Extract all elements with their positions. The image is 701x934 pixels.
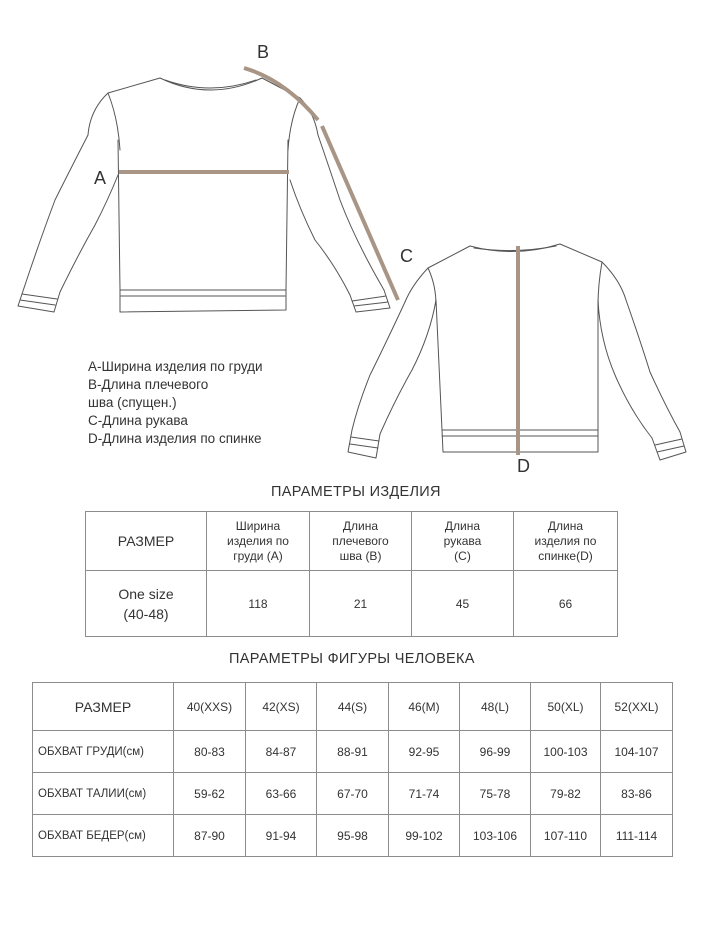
front-view xyxy=(18,78,390,312)
value-a: 118 xyxy=(207,571,310,637)
measurement-legend xyxy=(88,358,263,448)
table-cell: 104-107 xyxy=(601,731,673,773)
size-header: РАЗМЕР xyxy=(86,512,207,571)
label-b: B xyxy=(257,42,270,62)
table-cell: 63-66 xyxy=(246,773,317,815)
table-cell: 83-86 xyxy=(601,773,673,815)
table-cell: 99-102 xyxy=(389,815,460,857)
col-d-header: Длина изделия по спинке(D) xyxy=(514,512,618,571)
table-cell: 71-74 xyxy=(389,773,460,815)
table-cell: 80-83 xyxy=(174,731,246,773)
legend-line: C-Длина рукава xyxy=(88,413,188,428)
size-header: РАЗМЕР xyxy=(33,683,174,731)
table-header-row xyxy=(86,512,618,571)
label-a: A xyxy=(94,168,107,188)
col-c-header: Длина рукава (C) xyxy=(412,512,514,571)
row-label: ОБХВАТ ТАЛИИ(см) xyxy=(33,773,174,815)
value-d: 66 xyxy=(514,571,618,637)
size-col: 48(L) xyxy=(460,683,531,731)
size-col: 40(XXS) xyxy=(174,683,246,731)
table-cell: 100-103 xyxy=(531,731,601,773)
legend-line: D-Длина изделия по спинке xyxy=(88,431,262,446)
table-cell: 67-70 xyxy=(317,773,389,815)
value-b: 21 xyxy=(310,571,412,637)
table-row xyxy=(33,731,673,773)
table-cell: 88-91 xyxy=(317,731,389,773)
table-row xyxy=(33,815,673,857)
legend-line: шва (спущен.) xyxy=(88,395,177,410)
row-label: ОБХВАТ БЕДЕР(см) xyxy=(33,815,174,857)
table-header-row xyxy=(33,683,673,731)
size-col: 42(XS) xyxy=(246,683,317,731)
col-a-header: Ширина изделия по груди (A) xyxy=(207,512,310,571)
table-cell: 79-82 xyxy=(531,773,601,815)
table-cell: 103-106 xyxy=(460,815,531,857)
table-cell: 96-99 xyxy=(460,731,531,773)
table-cell: 84-87 xyxy=(246,731,317,773)
legend-line: B-Длина плечевого xyxy=(88,377,209,392)
value-c: 45 xyxy=(412,571,514,637)
measure-b-line xyxy=(244,68,318,120)
legend-line: A-Ширина изделия по груди xyxy=(88,359,263,374)
body-params-title: ПАРАМЕТРЫ ФИГУРЫ ЧЕЛОВЕКА xyxy=(229,651,475,667)
size-col: 44(S) xyxy=(317,683,389,731)
size-col: 50(XL) xyxy=(531,683,601,731)
body-params-table xyxy=(32,682,673,857)
col-b-header: Длина плечевого шва (B) xyxy=(310,512,412,571)
table-cell: 107-110 xyxy=(531,815,601,857)
table-cell: 92-95 xyxy=(389,731,460,773)
label-c: C xyxy=(400,246,413,266)
size-col: 46(M) xyxy=(389,683,460,731)
measure-c-line xyxy=(322,126,398,300)
size-col: 52(XXL) xyxy=(601,683,673,731)
size-cell: One size (40-48) xyxy=(86,571,207,637)
table-row xyxy=(86,571,618,637)
table-cell: 75-78 xyxy=(460,773,531,815)
table-row xyxy=(33,773,673,815)
product-params-table xyxy=(85,511,618,637)
label-d: D xyxy=(517,456,530,476)
row-label: ОБХВАТ ГРУДИ(см) xyxy=(33,731,174,773)
table-cell: 59-62 xyxy=(174,773,246,815)
table-cell: 87-90 xyxy=(174,815,246,857)
table-cell: 95-98 xyxy=(317,815,389,857)
table-cell: 111-114 xyxy=(601,815,673,857)
product-params-title: ПАРАМЕТРЫ ИЗДЕЛИЯ xyxy=(271,484,441,500)
table-cell: 91-94 xyxy=(246,815,317,857)
